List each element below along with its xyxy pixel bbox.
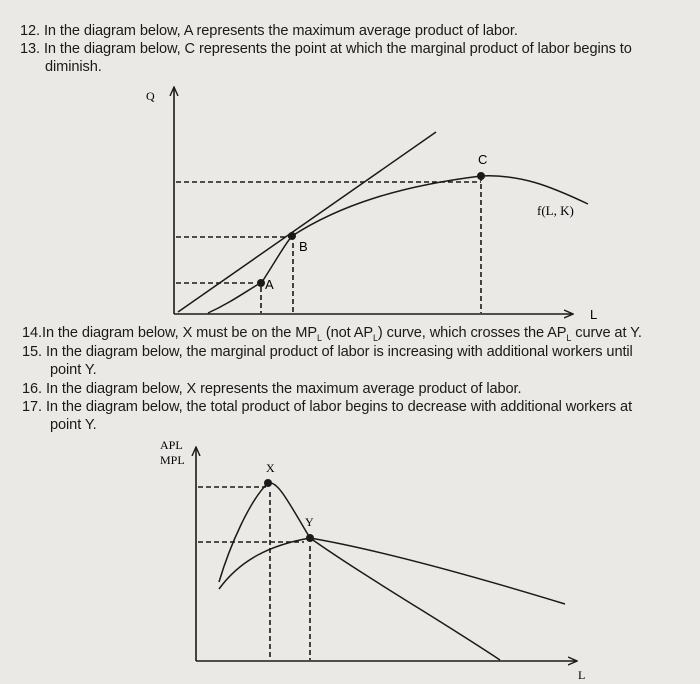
question-number: 15. bbox=[22, 344, 42, 360]
question-number: 14. bbox=[22, 325, 42, 341]
ap-curve bbox=[219, 538, 565, 604]
point-a-label: A bbox=[265, 277, 274, 292]
question-number: 13. bbox=[20, 41, 40, 57]
question-text-part: curve at Y. bbox=[571, 325, 642, 341]
question-text: In the diagram below, the marginal product of labor is increasing with additional workers until bbox=[45, 344, 633, 360]
subscript: L bbox=[566, 332, 572, 343]
mp-curve bbox=[219, 483, 500, 660]
question-number: 12. bbox=[20, 23, 40, 39]
question-text-part: In the diagram below, X must be on the MP bbox=[42, 325, 317, 341]
point-c-label: C bbox=[478, 152, 488, 167]
question-text: In the diagram below, X represents the maximum average product of labor. bbox=[45, 381, 522, 397]
question-number: 16. bbox=[22, 381, 42, 397]
curve-label: f(L, K) bbox=[537, 203, 574, 218]
subscript: L bbox=[373, 332, 378, 343]
diagram2-x-label: L bbox=[578, 668, 586, 682]
subscript: L bbox=[316, 332, 322, 343]
point-y-label: Y bbox=[305, 515, 314, 529]
diagram2-y-label-mp: MPL bbox=[160, 453, 185, 467]
question-text: In the diagram below, A represents the maximum average product of labor. bbox=[43, 23, 518, 39]
question-text-part: ) curve, which crosses the AP bbox=[377, 325, 567, 341]
question-text: In the diagram below, C represents the point at which the marginal product of labor begins to bbox=[43, 41, 632, 57]
question-number: 17. bbox=[22, 399, 42, 415]
question-text: In the diagram below, the total product of labor begins to decrease with additional workers at bbox=[45, 399, 633, 415]
point-x-marker bbox=[264, 479, 272, 487]
diagram2-y-label-ap: APL bbox=[160, 438, 183, 452]
point-x-label: X bbox=[266, 461, 275, 475]
question-text-continued: diminish. bbox=[45, 59, 102, 75]
question-text-part: (not AP bbox=[321, 325, 373, 341]
diagram1-x-label: L bbox=[590, 307, 598, 322]
diagram1-y-label: Q bbox=[146, 89, 155, 103]
question-text-continued: point Y. bbox=[50, 417, 97, 433]
point-b-label: B bbox=[299, 239, 308, 254]
point-y-marker bbox=[306, 534, 314, 542]
question-text-continued: point Y. bbox=[50, 362, 97, 378]
